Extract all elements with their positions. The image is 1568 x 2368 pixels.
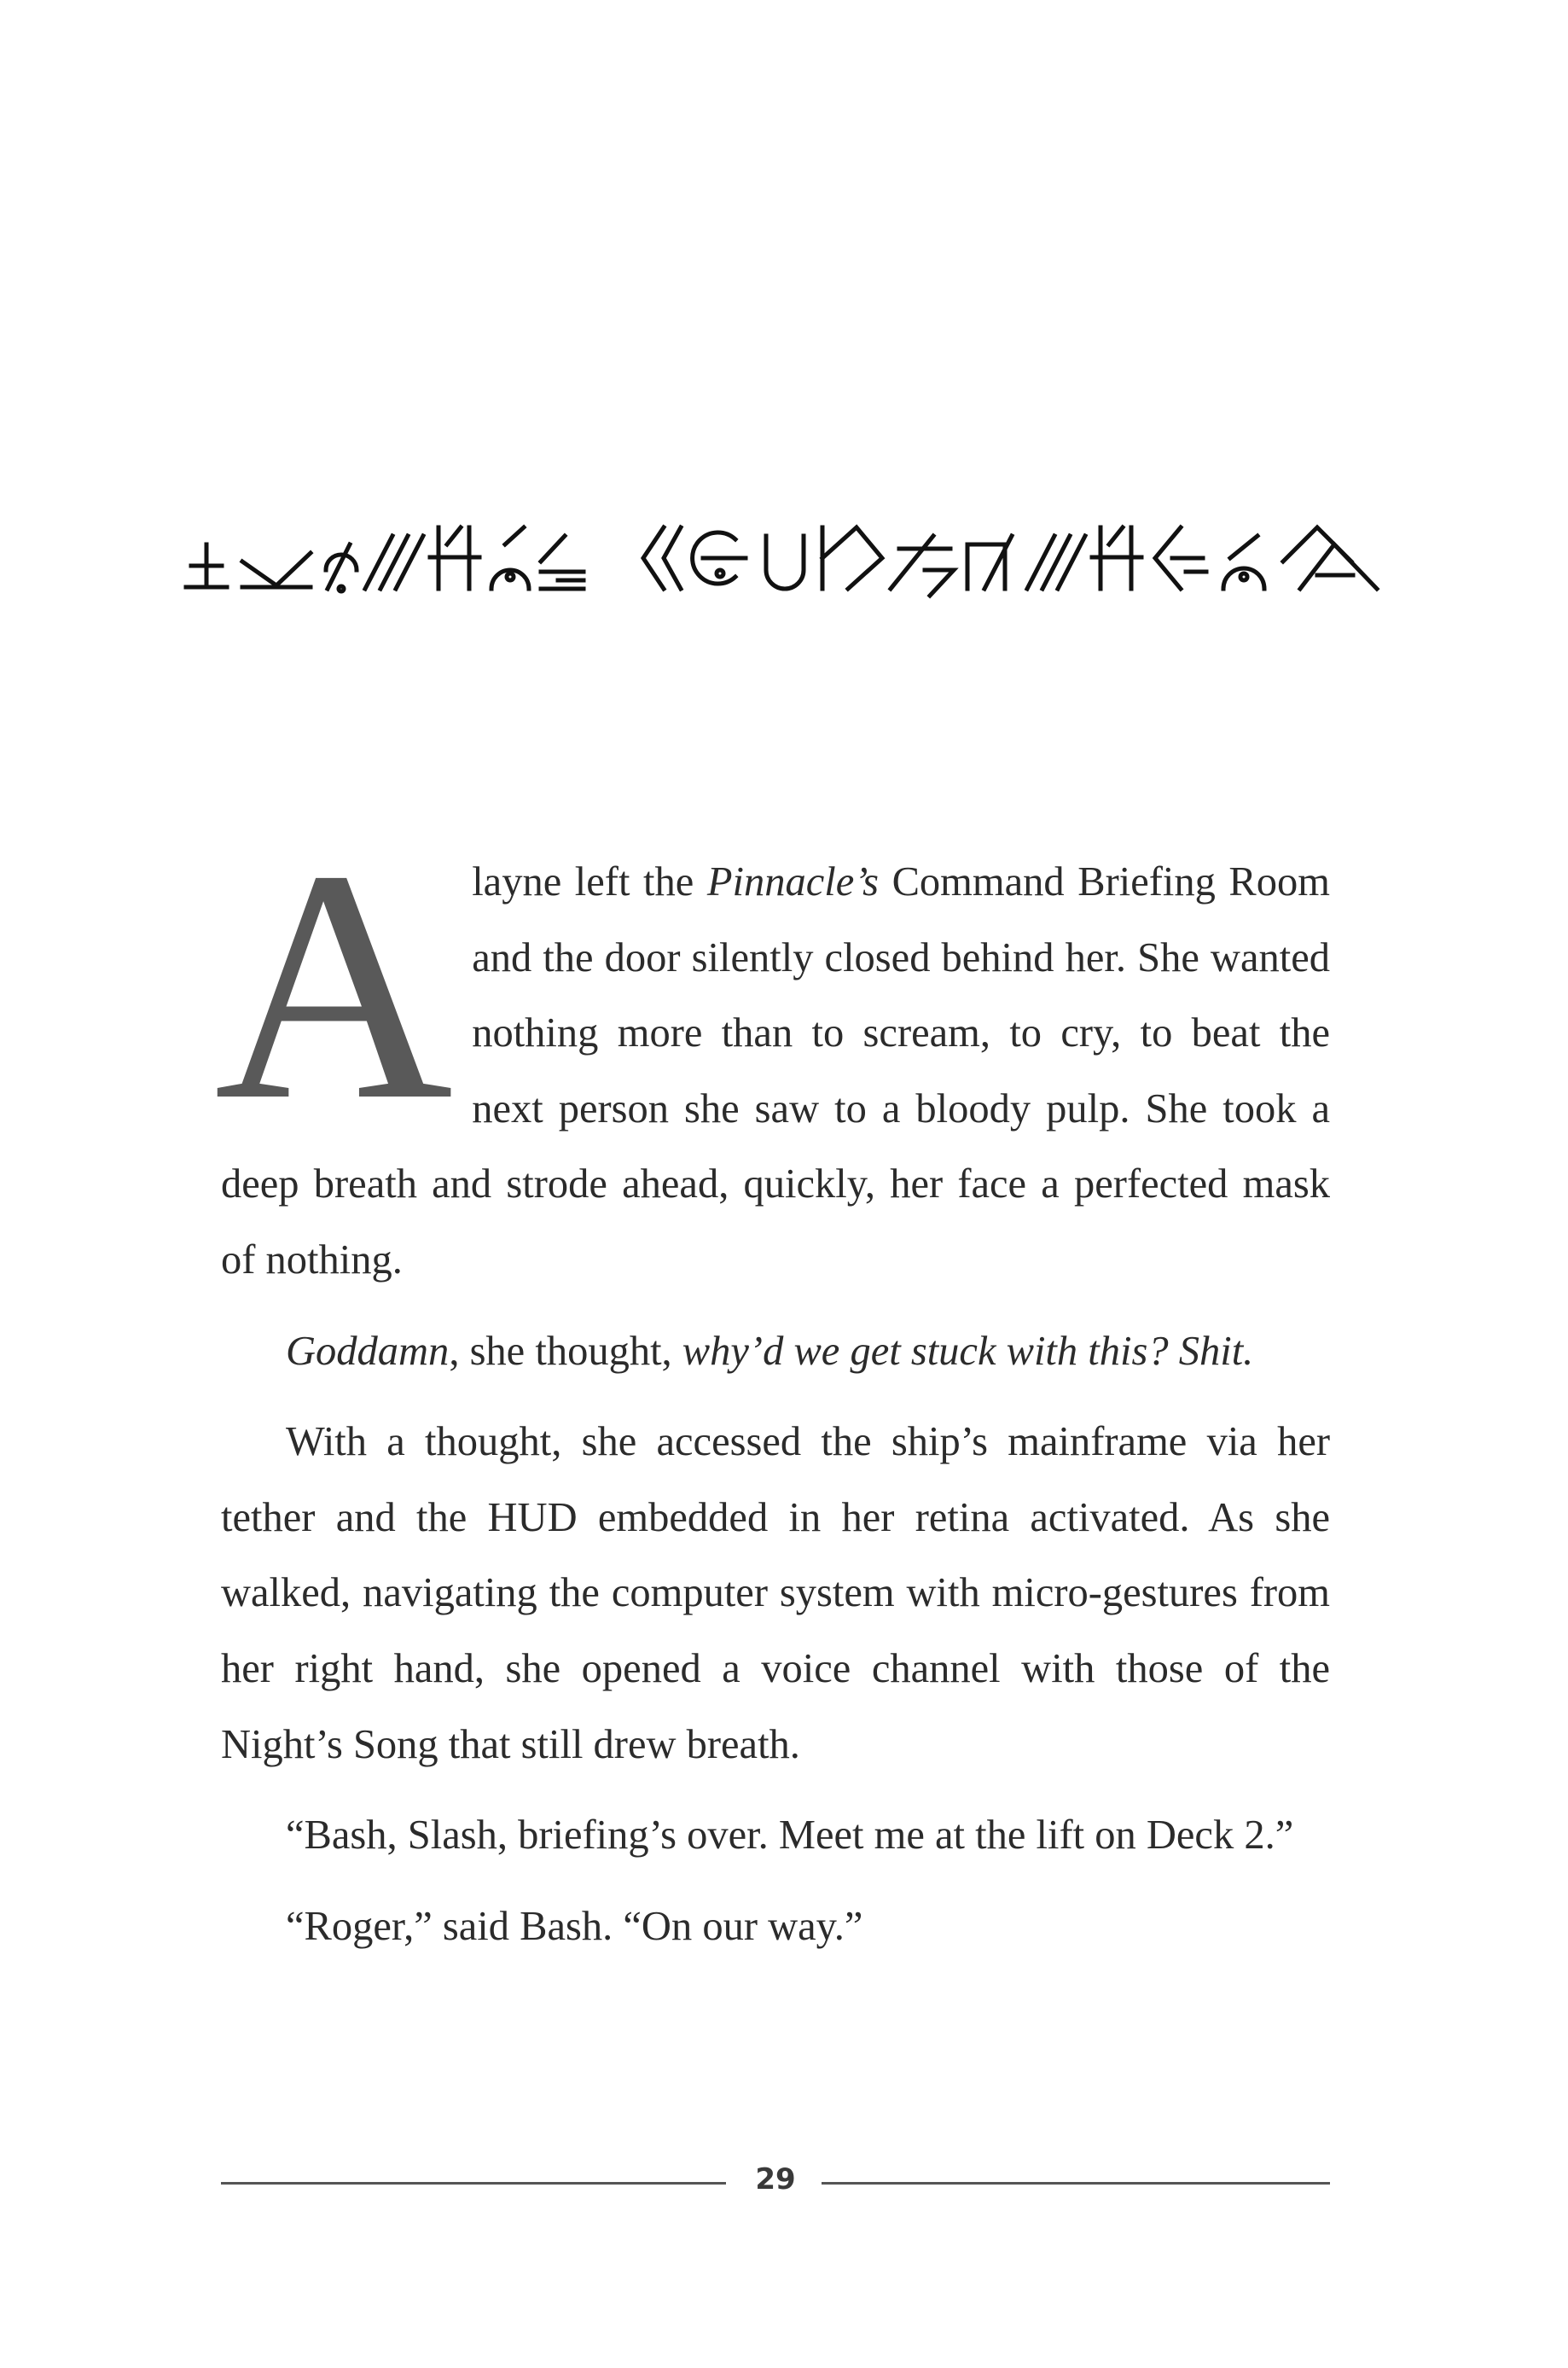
opening-paragraph — [214, 801, 1330, 1299]
script-glyph — [1155, 527, 1206, 589]
footer-rule-left — [221, 2182, 726, 2185]
script-glyph — [643, 527, 681, 589]
script-glyph — [1092, 527, 1141, 589]
script-glyph — [822, 527, 882, 589]
script-glyph — [365, 536, 423, 589]
chapter-body — [214, 801, 1330, 1964]
thought-italic-2: why’d we get stuck with this? Shit. — [682, 1328, 1254, 1374]
script-glyph — [693, 532, 746, 584]
script-glyph — [891, 536, 954, 596]
script-glyph — [242, 553, 311, 587]
script-glyph — [766, 536, 804, 589]
script-glyph — [967, 536, 1012, 589]
footer-rule-right — [822, 2182, 1330, 2185]
thought-mid: , she thought, — [449, 1328, 682, 1374]
chapter-title — [183, 510, 1387, 604]
paragraph-thought — [221, 1314, 1330, 1390]
script-glyph — [1223, 536, 1264, 589]
opening-text-1: layne left the — [472, 859, 707, 905]
opening-text-2: Command Briefing Room and the door silently closed behind her. She wanted nothing more than to scream, to cry, to beat the next person she saw to a bloody pulp. She took a deep breath and strode ahead, quickly, her face a perfected mask of nothing. — [221, 859, 1330, 1283]
thought-italic-1: Goddamn — [286, 1328, 450, 1374]
script-glyph — [186, 544, 227, 587]
script-glyph — [1027, 536, 1085, 589]
script-glyph — [1283, 527, 1377, 589]
script-glyph — [326, 544, 357, 591]
ship-name: Pinnacle’s — [706, 859, 879, 905]
script-glyph — [430, 527, 479, 589]
paragraph-dialogue-1: “Bash, Slash, briefing’s over. Meet me at the lift on Deck 2.” — [286, 1812, 1294, 1859]
script-glyph — [491, 527, 529, 589]
page-footer — [221, 2161, 1330, 2203]
page-number: 29 — [755, 2162, 796, 2196]
alien-script-heading — [183, 510, 1387, 604]
paragraph-mainframe: With a thought, she accessed the ship’s mainframe via her tether and the HUD embedded in her retina activated. As she walked, navigating the computer system with micro-gestures from her right hand, she opened a voice channel with those of the Night’s Song that still drew breath. — [221, 1419, 1330, 1767]
drop-cap: A — [214, 801, 454, 1168]
script-glyph — [541, 536, 584, 589]
paragraph-dialogue-2: “Roger,” said Bash. “On our way.” — [286, 1903, 863, 1949]
